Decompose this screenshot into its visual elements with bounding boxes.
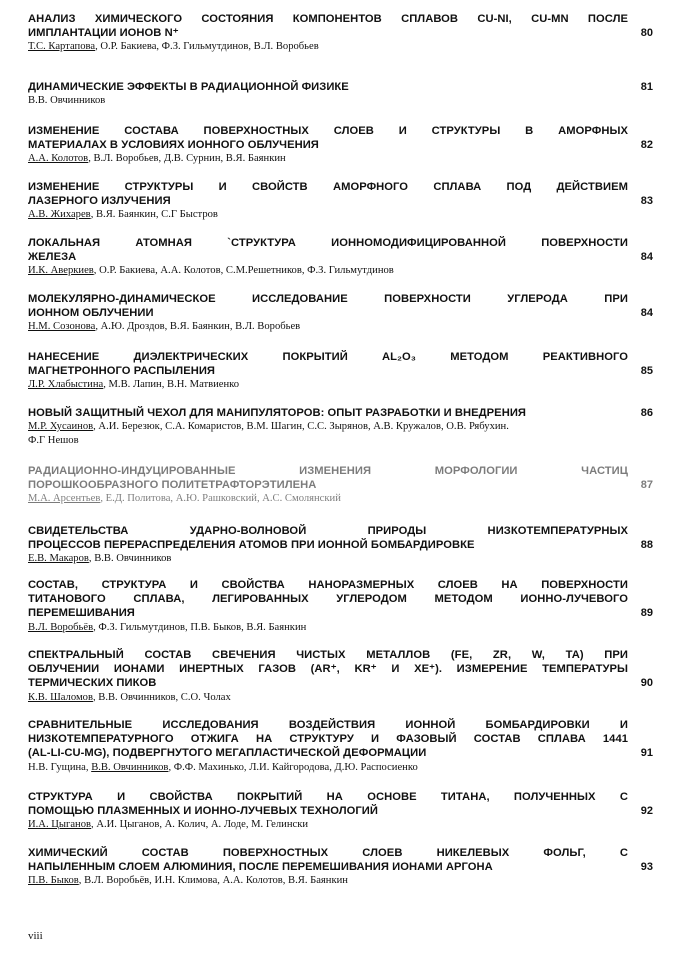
- toc-entry: [28, 406, 653, 447]
- toc-entry: [28, 846, 653, 888]
- entry-title-line: НОВЫЙ ЗАЩИТНЫЙ ЧЕХОЛ ДЛЯ МАНИПУЛЯТОРОВ: ОПЫТ РАЗРАБОТКИ И ВНЕДРЕНИЯ: [28, 407, 527, 419]
- presenting-author: М.А. Арсентьев: [28, 493, 101, 505]
- presenting-author: Л.Р. Хлабыстина: [28, 379, 104, 391]
- entry-title-line: ЛОКАЛЬНАЯ АТОМНАЯ `СТРУКТУРА ИОННОМОДИФИЦИРОВАННОЙ ПОВЕРХНОСТИ: [28, 237, 628, 249]
- entry-authors: [28, 874, 653, 888]
- presenting-author: Н.М. Созонова: [28, 321, 96, 333]
- entry-title-line: АНАЛИЗ ХИМИЧЕСКОГО СОСТОЯНИЯ КОМПОНЕНТОВ СПЛАВОВ CU-NI, CU-MN ПОСЛЕ: [28, 13, 628, 25]
- co-authors: , Ф.З. Гильмутдинов, П.В. Быков, В.Я. Баянкин: [93, 621, 307, 633]
- entry-title-line: ИМПЛАНТАЦИИ ИОНОВ N⁺: [28, 27, 179, 40]
- toc-entry: [28, 578, 653, 634]
- entry-title-line: (AL-LI-CU-MG), ПОДВЕРГНУТОГО МЕГАПЛАСТИЧЕСКОЙ ДЕФОРМАЦИИ: [28, 747, 427, 760]
- presenting-author: И.К. Аверкиев: [28, 265, 94, 277]
- entry-title: [28, 124, 628, 152]
- co-authors: , О.Р. Бакиева, Ф.З. Гильмутдинов, В.Л. Воробьев: [95, 41, 319, 53]
- entry-title-line: ЖЕЛЕЗА: [28, 251, 77, 264]
- entry-title-line: СТРУКТУРА И СВОЙСТВА ПОКРЫТИЙ НА ОСНОВЕ ТИТАНА, ПОЛУЧЕННЫХ С: [28, 791, 628, 803]
- entry-title-line: ТИТАНОВОГО СПЛАВА, ЛЕГИРОВАННЫХ УГЛЕРОДОМ МЕТОДОМ ИОННО-ЛУЧЕВОГО: [28, 593, 628, 606]
- toc-entry: [28, 648, 653, 704]
- presenting-author: И.А. Цыганов: [28, 819, 92, 831]
- co-authors: , А.И. Березюк, С.А. Комаристов, В.М. Шагин, С.С. Зырянов, А.В. Кружалов, О.В. Рябухин.: [93, 421, 509, 433]
- presenting-author: В.В. Овчинников: [91, 761, 169, 773]
- entry-page-number: 92: [640, 805, 653, 818]
- entry-title-line: РАДИАЦИОННО-ИНДУЦИРОВАННЫЕ ИЗМЕНЕНИЯ МОРФОЛОГИИ ЧАСТИЦ: [28, 465, 628, 477]
- entry-title-line: СВИДЕТЕЛЬСТВА УДАРНО-ВОЛНОВОЙ ПРИРОДЫ НИЗКОТЕМПЕРАТУРНЫХ: [28, 525, 628, 537]
- entry-title: [28, 236, 628, 264]
- entry-title: [28, 718, 628, 761]
- entry-title-line: ДИНАМИЧЕСКИЕ ЭФФЕКТЫ В РАДИАЦИОННОЙ ФИЗИКЕ: [28, 81, 349, 93]
- co-authors: , В.В. Овчинников: [88, 553, 172, 565]
- co-authors: , В.Л. Воробьёв, И.Н. Климова, А.А. Колотов, В.Я. Баянкин: [78, 875, 348, 887]
- entry-title-line: СПЕКТРАЛЬНЫЙ СОСТАВ СВЕЧЕНИЯ ЧИСТЫХ МЕТАЛЛОВ (FE, ZR, W, TA) ПРИ: [28, 649, 628, 661]
- entry-authors: [28, 152, 653, 166]
- toc-entry: [28, 124, 653, 166]
- page-number-roman: viii: [28, 930, 43, 942]
- entry-title-line: ПЕРЕМЕШИВАНИЯ: [28, 607, 135, 620]
- entry-title-line: ПРОЦЕССОВ ПЕРЕРАСПРЕДЕЛЕНИЯ АТОМОВ ПРИ ИОННОЙ БОМБАРДИРОВКЕ: [28, 539, 475, 552]
- entry-authors: [28, 264, 653, 278]
- entry-authors: [28, 818, 653, 832]
- co-authors: , А.И. Цыганов, А. Колич, А. Лоде, М. Гелински: [91, 819, 309, 831]
- entry-page-number: 85: [640, 365, 653, 378]
- toc-entry: [28, 236, 653, 278]
- entry-page-number: 91: [640, 747, 653, 760]
- entry-title-line: ПОРОШКООБРАЗНОГО ПОЛИТЕТРАФТОРЭТИЛЕНА: [28, 479, 317, 492]
- entry-title: [28, 350, 628, 378]
- co-authors: , Ф.Ф. Махинько, Л.И. Кайгородова, Д.Ю. Распосиенко: [168, 761, 418, 773]
- entry-title: [28, 524, 628, 552]
- entry-title: [28, 12, 628, 40]
- presenting-author: А.В. Жихарев: [28, 209, 91, 221]
- co-authors: , А.Ю. Дроздов, В.Я. Баянкин, В.Л. Воробьев: [95, 321, 301, 333]
- entry-page-number: 81: [640, 81, 653, 93]
- entry-authors: [28, 320, 653, 334]
- entry-title: [28, 180, 628, 208]
- entry-title-line: ИОННОМ ОБЛУЧЕНИИ: [28, 307, 154, 320]
- entry-authors: [28, 621, 653, 635]
- entry-page-number: 83: [640, 195, 653, 208]
- entry-title-line: ХИМИЧЕСКИЙ СОСТАВ ПОВЕРХНОСТНЫХ СЛОЕВ НИКЕЛЕВЫХ ФОЛЬГ, С: [28, 847, 628, 859]
- entry-title: [28, 790, 628, 818]
- entry-title-line: МОЛЕКУЛЯРНО-ДИНАМИЧЕСКОЕ ИССЛЕДОВАНИЕ ПОВЕРХНОСТИ УГЛЕРОДА ПРИ: [28, 293, 628, 305]
- co-authors: , В.В. Овчинников, С.О. Чолах: [92, 691, 231, 703]
- entry-title-line: СРАВНИТЕЛЬНЫЕ ИССЛЕДОВАНИЯ ВОЗДЕЙСТВИЯ ИОННОЙ БОМБАРДИРОВКИ И: [28, 719, 628, 731]
- author-pre: Н.В. Гущина,: [28, 761, 92, 773]
- entry-page-number: 89: [640, 607, 653, 620]
- co-authors: , М.В. Лапин, В.Н. Матвиенко: [103, 379, 240, 391]
- entry-title-line: НАПЫЛЕННЫМ СЛОЕМ АЛЮМИНИЯ, ПОСЛЕ ПЕРЕМЕШИВАНИЯ ИОНАМИ АРГОНА: [28, 861, 493, 874]
- entry-page-number: 87: [640, 479, 653, 492]
- entry-page-number: 86: [640, 407, 653, 419]
- entry-authors: [28, 492, 653, 506]
- entry-title: [28, 846, 628, 874]
- toc-entry: [28, 12, 653, 54]
- entry-authors: [28, 761, 653, 775]
- presenting-author: В.Л. Воробьёв: [28, 621, 94, 633]
- entry-title: [28, 648, 628, 691]
- entry-title-line: ТЕРМИЧЕСКИХ ПИКОВ: [28, 677, 157, 690]
- entry-page-number: 88: [640, 539, 653, 552]
- entry-title-line: НИЗКОТЕМПЕРАТУРНОГО ОТЖИГА НА СТРУКТУРУ И ФАЗОВЫЙ СОСТАВ СПЛАВА 1441: [28, 733, 628, 746]
- co-authors: В.В. Овчинников: [28, 95, 106, 107]
- presenting-author: К.В. Шаломов: [28, 691, 93, 703]
- co-authors: , Е.Д. Политова, А.Ю. Рашковский, А.С. Смолянский: [100, 493, 341, 505]
- entry-authors: [28, 208, 653, 222]
- entry-page-number: 80: [640, 27, 653, 40]
- entry-title: [28, 292, 628, 320]
- toc-entry: [28, 80, 653, 108]
- toc-entry: [28, 790, 653, 832]
- entry-title: [28, 578, 628, 621]
- entry-authors: [28, 94, 653, 108]
- entry-page-number: 84: [640, 251, 653, 264]
- entry-title-line: НАНЕСЕНИЕ ДИЭЛЕКТРИЧЕСКИХ ПОКРЫТИЙ AL₂O₃ МЕТОДОМ РЕАКТИВНОГО: [28, 351, 628, 363]
- entry-title: [28, 406, 628, 420]
- entry-title-line: ОБЛУЧЕНИИ ИОНАМИ ИНЕРТНЫХ ГАЗОВ (AR⁺, KR⁺ И XE⁺). ИЗМЕРЕНИЕ ТЕМПЕРАТУРЫ: [28, 663, 628, 676]
- presenting-author: Т.С. Картапова: [28, 41, 96, 53]
- entry-title-line: МАГНЕТРОННОГО РАСПЫЛЕНИЯ: [28, 365, 216, 378]
- entry-authors: [28, 691, 653, 705]
- entry-title-line: ЛАЗЕРНОГО ИЗЛУЧЕНИЯ: [28, 195, 171, 208]
- toc-entry: [28, 292, 653, 334]
- entry-title-line: МАТЕРИАЛАХ В УСЛОВИЯХ ИОННОГО ОБЛУЧЕНИЯ: [28, 139, 319, 152]
- co-authors: , В.Л. Воробьев, Д.В. Сурнин, В.Я. Баянкин: [88, 153, 286, 165]
- co-authors: , О.Р. Бакиева, А.А. Колотов, С.М.Решетников, Ф.З. Гильмутдинов: [93, 265, 394, 277]
- toc-entry: [28, 350, 653, 392]
- presenting-author: А.А. Колотов: [28, 153, 89, 165]
- co-authors: , В.Я. Баянкин, С.Г Быстров: [90, 209, 218, 221]
- entry-page-number: 90: [640, 677, 653, 690]
- entry-title: [28, 464, 628, 492]
- presenting-author: П.В. Быков: [28, 875, 79, 887]
- toc-entry: [28, 718, 653, 774]
- toc-entry: [28, 524, 653, 566]
- entry-title-line: ПОМОЩЬЮ ПЛАЗМЕННЫХ И ИОННО-ЛУЧЕВЫХ ТЕХНОЛОГИЙ: [28, 805, 378, 818]
- co-authors-continued: Ф.Г Нешов: [28, 434, 79, 446]
- entry-authors: [28, 552, 653, 566]
- entry-title-line: СОСТАВ, СТРУКТУРА И СВОЙСТВА НАНОРАЗМЕРНЫХ СЛОЕВ НА ПОВЕРХНОСТИ: [28, 579, 628, 591]
- toc-entry: [28, 180, 653, 222]
- entry-page-number: 93: [640, 861, 653, 874]
- toc-entry: [28, 464, 653, 506]
- entry-authors: [28, 420, 653, 434]
- entry-page-number: 84: [640, 307, 653, 320]
- presenting-author: Е.В. Макаров: [28, 553, 89, 565]
- entry-title-line: ИЗМЕНЕНИЕ СТРУКТУРЫ И СВОЙСТВ АМОРФНОГО СПЛАВА ПОД ДЕЙСТВИЕМ: [28, 181, 628, 193]
- presenting-author: М.Р. Хусаинов: [28, 421, 94, 433]
- entry-authors: [28, 40, 653, 54]
- entry-title-line: ИЗМЕНЕНИЕ СОСТАВА ПОВЕРХНОСТНЫХ СЛОЕВ И СТРУКТУРЫ В АМОРФНЫХ: [28, 125, 628, 137]
- entry-page-number: 82: [640, 139, 653, 152]
- entry-authors: [28, 378, 653, 392]
- entry-title: [28, 80, 628, 94]
